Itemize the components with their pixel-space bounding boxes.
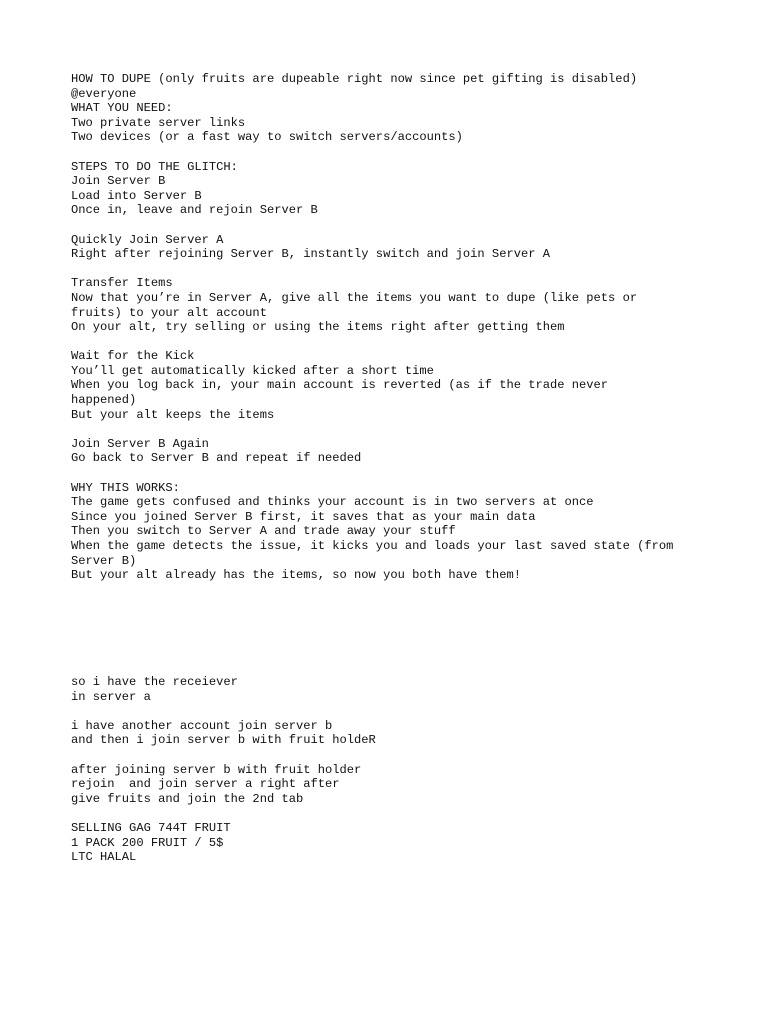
- notes-text: [71, 675, 731, 865]
- guide-text-line: But your alt already has the items, so now you both have them!: [71, 568, 521, 583]
- guide-text-line: You’ll get automatically kicked after a short time: [71, 363, 434, 378]
- guide-text-line: Now that you’re in Server A, give all the items you want to dupe (like pets or: [71, 290, 638, 305]
- guide-text-line: Two private server links: [71, 115, 246, 130]
- guide-text-line: Right after rejoining Server B, instantly switch and join Server A: [71, 247, 550, 262]
- note-text-line: SELLING GAG 744T FRUIT: [71, 820, 231, 835]
- guide-text-line: But your alt keeps the items: [71, 407, 275, 422]
- note-text-line: give fruits and join the 2nd tab: [71, 791, 304, 806]
- guide-text-line: Wait for the Kick: [71, 349, 195, 364]
- note-text-line: in server a: [71, 689, 151, 704]
- guide-text-line: fruits) to your alt account: [71, 305, 267, 320]
- note-text-line: LTC HALAL: [71, 850, 137, 865]
- guide-text-line: Transfer Items: [71, 276, 173, 291]
- guide-text-line: happened): [71, 393, 137, 408]
- blank-line: [71, 335, 731, 350]
- blank-line: [71, 218, 731, 233]
- blank-line: [71, 262, 731, 277]
- blank-line: [71, 466, 731, 481]
- guide-text-line: Once in, leave and rejoin Server B: [71, 203, 318, 218]
- guide-text-line: Two devices (or a fast way to switch servers/accounts): [71, 130, 463, 145]
- guide-text-line: WHAT YOU NEED:: [71, 101, 173, 116]
- guide-text-line: When you log back in, your main account is reverted (as if the trade never: [71, 378, 609, 393]
- blank-line: [71, 806, 731, 821]
- guide-text-line: Then you switch to Server A and trade away your stuff: [71, 524, 456, 539]
- guide-text-line: STEPS TO DO THE GLITCH:: [71, 159, 238, 174]
- dupe-guide-text: [71, 72, 731, 583]
- note-text-line: 1 PACK 200 FRUIT / 5$: [71, 835, 224, 850]
- guide-text-line: WHY THIS WORKS:: [71, 480, 180, 495]
- blank-line: [71, 748, 731, 763]
- guide-text-line: On your alt, try selling or using the items right after getting them: [71, 320, 565, 335]
- blank-line: [71, 145, 731, 160]
- guide-text-line: HOW TO DUPE (only fruits are dupeable right now since pet gifting is disabled): [71, 72, 638, 86]
- guide-text-line: Since you joined Server B first, it saves that as your main data: [71, 509, 536, 524]
- guide-text-line: Join Server B Again: [71, 436, 209, 451]
- note-text-line: and then i join server b with fruit holdeR: [71, 733, 376, 748]
- blank-line: [71, 422, 731, 437]
- blank-line: [71, 704, 731, 719]
- guide-text-line: Join Server B: [71, 174, 166, 189]
- guide-text-line: Load into Server B: [71, 188, 202, 203]
- note-text-line: i have another account join server b: [71, 718, 333, 733]
- guide-text-line: When the game detects the issue, it kicks you and loads your last saved state (from: [71, 539, 674, 553]
- guide-text-line: Quickly Join Server A: [71, 232, 224, 247]
- note-text-line: rejoin and join server a right after: [71, 777, 340, 792]
- guide-text-line: Server B): [71, 553, 137, 568]
- guide-text-line: Go back to Server B and repeat if needed: [71, 451, 362, 466]
- note-text-line: so i have the receiever: [71, 675, 238, 689]
- note-text-line: after joining server b with fruit holder: [71, 762, 362, 777]
- guide-text-line: The game gets confused and thinks your account is in two servers at once: [71, 495, 594, 510]
- guide-text-line: @everyone: [71, 86, 137, 101]
